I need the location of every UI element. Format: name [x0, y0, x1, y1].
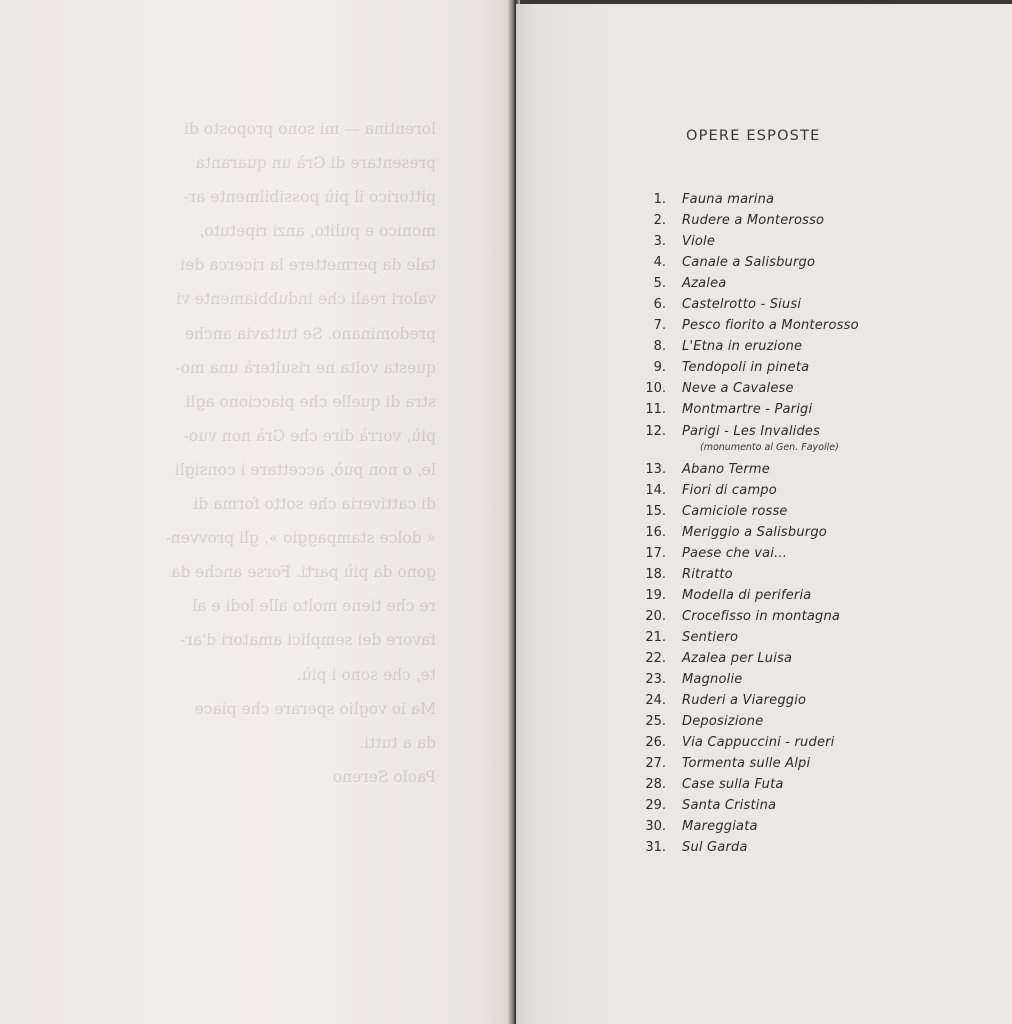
work-title: Ritratto	[682, 566, 733, 582]
work-item	[640, 190, 900, 211]
work-item	[640, 628, 900, 649]
work-item	[640, 460, 900, 481]
page-title: OPERE ESPOSTE	[686, 128, 821, 144]
work-number: 25.	[645, 714, 666, 730]
work-number: 5.	[653, 276, 666, 292]
work-item	[640, 817, 900, 838]
work-item	[640, 796, 900, 817]
bleed-through-line: gono da più parti. Forse anche da	[171, 563, 436, 582]
work-title: Abano Terme	[682, 461, 770, 477]
work-number: 26.	[645, 735, 666, 751]
work-title: Canale a Salisburgo	[682, 255, 816, 271]
bleed-through-line: tale da permettere la ricerca dei	[180, 256, 436, 275]
bleed-through-line: presentare di Grà un quaranta	[195, 154, 436, 173]
work-item	[640, 379, 900, 400]
work-number: 28.	[645, 777, 666, 793]
work-title: Tendopoli in pineta	[682, 360, 810, 376]
work-title: Meriggio a Salisburgo	[682, 524, 827, 540]
work-number: 16.	[645, 524, 666, 540]
work-number: 17.	[645, 545, 666, 561]
work-number: 1.	[653, 192, 666, 207]
work-title: Castelrotto - Siusi	[682, 297, 802, 313]
work-item	[640, 838, 900, 859]
work-number: 20.	[645, 608, 666, 624]
bleed-through-line: Paolo Sereno	[332, 767, 436, 786]
work-item	[640, 232, 900, 253]
work-number: 2.	[653, 213, 666, 229]
work-number: 22.	[645, 650, 666, 666]
work-title: Fiori di campo	[682, 482, 777, 498]
work-item	[640, 733, 900, 754]
work-title: Azalea	[682, 276, 727, 292]
bleed-through-line: favore dei semplici amatori d'ar-	[180, 631, 436, 650]
work-title: L'Etna in eruzione	[682, 339, 803, 355]
work-number: 11.	[645, 402, 666, 418]
work-item	[640, 523, 900, 544]
bleed-through-line: re che tiene molto alle lodi e al	[192, 597, 436, 616]
bleed-through-line: monico e pulito, anzi ripetuto,	[199, 222, 436, 241]
work-number: 21.	[645, 629, 666, 645]
work-note: (monumento al Gen. Fayolle)	[700, 441, 839, 453]
bleed-through-line: te, che sono i più.	[296, 665, 436, 684]
work-number: 9.	[653, 360, 666, 376]
work-title: Montmartre - Parigi	[682, 402, 813, 418]
work-item	[640, 691, 900, 712]
work-number: 4.	[653, 255, 666, 271]
work-item	[640, 211, 900, 232]
bleed-through-line: questa volta ne risulterà una mo-	[175, 358, 436, 377]
bleed-through-line: « dolce stampaggio », gli provven-	[165, 529, 436, 548]
work-number: 14.	[645, 482, 666, 498]
work-title: Via Cappuccini - ruderi	[682, 735, 835, 751]
work-item	[640, 544, 900, 565]
work-item	[640, 274, 900, 295]
work-number: 6.	[653, 297, 666, 313]
work-item	[640, 670, 900, 691]
work-item	[640, 400, 900, 421]
work-item	[640, 253, 900, 274]
bleed-through-line: lorentina — mi sono proposto di	[184, 120, 436, 138]
work-title: Viole	[682, 234, 716, 250]
work-title: Fauna marina	[682, 192, 775, 207]
bleed-through-line: di cattiveria che sotto forma di	[193, 495, 436, 514]
work-title: Ruderi a Viareggio	[682, 693, 807, 709]
work-number: 23.	[645, 671, 666, 687]
work-title: Magnolie	[682, 671, 743, 687]
work-title: Rudere a Monterosso	[682, 213, 825, 229]
work-number: 19.	[645, 587, 666, 603]
work-number: 12.	[645, 423, 666, 439]
work-number: 10.	[645, 381, 666, 397]
work-title: Tormenta sulle Alpi	[682, 756, 811, 772]
work-item	[640, 712, 900, 733]
work-item	[640, 754, 900, 775]
work-item	[640, 565, 900, 586]
work-number: 8.	[653, 339, 666, 355]
work-title: Sul Garda	[682, 840, 748, 856]
work-item	[640, 586, 900, 607]
bleed-through-line: predominano. Se tuttavia anche	[184, 324, 436, 343]
work-number: 3.	[653, 234, 666, 250]
work-item	[640, 481, 900, 502]
bleed-through-line: più, vorrà dire che Grà non vuo-	[183, 426, 436, 445]
work-title: Azalea per Luisa	[682, 650, 793, 666]
bleed-through-line: valori reali che indubbiamente vi	[176, 290, 436, 309]
bleed-through-line: stra di quelle che piacciono agli	[185, 392, 436, 411]
work-item	[640, 422, 900, 460]
work-number: 30.	[645, 819, 666, 835]
work-number: 24.	[645, 693, 666, 709]
work-item	[640, 775, 900, 796]
work-item	[640, 649, 900, 670]
work-title: Case sulla Futa	[682, 777, 784, 793]
work-number: 7.	[653, 318, 666, 334]
work-item	[640, 337, 900, 358]
work-item	[640, 295, 900, 316]
works-list	[640, 190, 900, 859]
work-number: 31.	[645, 840, 666, 856]
work-number: 27.	[645, 756, 666, 772]
work-title: Santa Cristina	[682, 798, 777, 814]
work-title: Crocefisso in montagna	[682, 608, 841, 624]
work-number: 18.	[645, 566, 666, 582]
work-title: Deposizione	[682, 714, 764, 730]
work-number: 15.	[645, 503, 666, 519]
work-title: Camiciole rosse	[682, 503, 788, 519]
work-title: Paese che vai...	[682, 545, 788, 561]
work-title: Mareggiata	[682, 819, 758, 835]
work-title: Sentiero	[682, 629, 739, 645]
bleed-through-line: le, o non può, accettare i consigli	[174, 460, 436, 479]
bleed-through-line: pittorico il più possibilmente ar-	[183, 188, 436, 207]
work-item	[640, 502, 900, 523]
work-item	[640, 316, 900, 337]
work-number: 13.	[645, 461, 666, 477]
bleed-through-text	[118, 112, 436, 794]
work-title: Parigi - Les Invalides	[682, 423, 821, 439]
work-title: Pesco fiorito a Monterosso	[682, 318, 859, 334]
work-item	[640, 607, 900, 628]
bleed-through-line: da a tutti.	[359, 733, 436, 752]
work-title: Modella di periferia	[682, 587, 812, 603]
work-item	[640, 358, 900, 379]
bleed-through-line: Ma io voglio sperare che piace	[194, 699, 436, 718]
work-title: Neve a Cavalese	[682, 381, 794, 397]
work-number: 29.	[645, 798, 666, 814]
